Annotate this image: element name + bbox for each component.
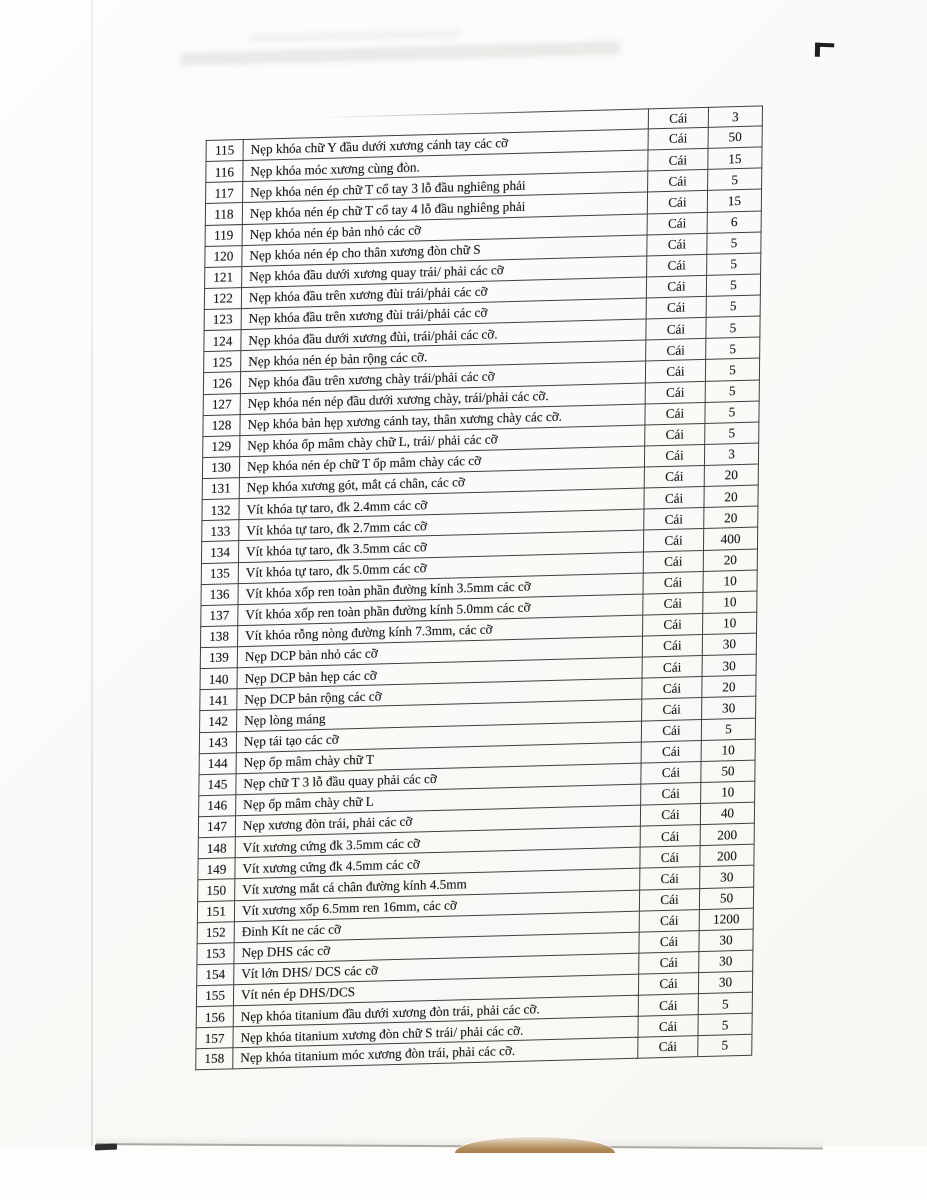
quantity-cell: 30 [698,971,753,994]
description-cell: Nẹp khóa móc xương cùng đòn. [242,150,647,182]
quantity-cell: 5 [701,717,756,740]
quantity-cell: 50 [700,759,755,782]
description-cell: Vít khóa xốp ren toàn phần đường kính 3.5mm các cỡ [238,572,643,604]
quantity-cell: 5 [706,294,761,317]
description-cell: Nẹp khóa titanium xương đòn chữ S trái/ phải các cỡ. [232,1016,637,1048]
unit-cell: Cái [641,676,701,699]
unit-cell: Cái [646,254,706,277]
unit-cell: Cái [646,296,706,319]
description-cell: Nẹp khóa nén ép bản rộng các cỡ. [240,340,645,372]
unit-cell: Cái [640,761,700,784]
unit-cell: Cái [641,740,701,763]
unit-cell: Cái [643,486,703,509]
unit-cell: Cái [648,107,708,129]
row-number-cell: 156 [196,1005,233,1027]
unit-cell: Cái [639,888,699,911]
quantity-cell: 20 [703,485,758,508]
quantity-cell: 30 [699,865,754,888]
quantity-cell: 200 [699,844,754,867]
description-cell: Vít khóa rỗng nòng đường kính 7.3mm, các cỡ [237,614,642,646]
row-number-cell: 122 [204,287,241,309]
quantity-cell: 5 [705,337,760,360]
quantity-cell: 5 [704,421,759,444]
quantity-cell: 5 [705,358,760,381]
unit-cell: Cái [645,380,705,403]
quantity-cell: 10 [701,738,756,761]
row-number-cell: 155 [196,984,233,1006]
description-cell: Nẹp DCP bản rộng các cỡ [236,678,641,710]
row-number-cell: 153 [196,942,233,964]
unit-cell: Cái [643,571,703,594]
quantity-cell: 5 [697,1034,752,1057]
unit-cell: Cái [641,719,701,742]
description-cell: Nẹp khóa nén ép chữ T cổ tay 3 lỗ đầu nghiêng phải [242,171,647,203]
quantity-cell: 40 [700,802,755,825]
quantity-cell: 5 [706,273,761,296]
unit-cell: Cái [645,359,705,382]
description-cell: Nẹp khóa xương gót, mắt cá chân, các cỡ [239,467,644,499]
description-cell: Nẹp lòng máng [236,699,641,731]
row-number-cell: 154 [196,963,233,985]
description-cell: Vít xương cứng đk 4.5mm các cỡ [234,847,639,879]
row-number-cell: 151 [197,900,234,922]
unit-cell: Cái [645,338,705,361]
row-number-cell: 148 [198,836,235,858]
unit-cell: Cái [640,824,700,847]
unit-cell: Cái [639,866,699,889]
row-number-cell: 128 [202,414,239,436]
quantity-cell: 200 [700,823,755,846]
paper-below-edge [0,1146,927,1200]
quantity-cell: 3 [708,105,763,126]
row-number-cell: 136 [201,583,238,605]
row-number-cell: 132 [201,498,238,520]
unit-cell: Cái [643,528,703,551]
quantity-cell: 15 [707,189,762,212]
description-cell: Vít khóa tự taro, đk 5.0mm các cỡ [238,551,643,583]
row-number-cell: 120 [204,245,241,267]
description-cell: Nẹp khóa đầu dưới xương quay trái/ phải các cỡ [241,255,646,287]
row-number-cell: 121 [204,266,241,288]
description-cell: Nẹp khóa titanium đầu dưới xương đòn trái, phải các cỡ. [233,995,638,1027]
description-cell: Nẹp khóa ốp mâm chày chữ L, trái/ phải các cỡ [239,424,644,456]
ink-dash-mark [95,1144,117,1151]
description-cell: Nẹp ốp mâm chày chữ T [236,741,641,773]
bleedthrough-smudge [180,41,620,66]
unit-cell: Cái [648,127,708,150]
unit-cell: Cái [640,803,700,826]
quantity-cell: 50 [699,886,754,909]
quantity-cell: 1200 [699,907,754,930]
unit-cell: Cái [646,275,706,298]
row-number-cell: 141 [199,688,236,710]
row-number-cell: 127 [203,393,240,415]
row-number-cell: 133 [201,519,238,541]
quantity-cell: 5 [704,400,759,423]
quantity-cell: 20 [703,548,758,571]
quantity-cell: 30 [698,928,753,951]
row-number-cell: 135 [201,562,238,584]
unit-cell: Cái [638,930,698,953]
description-cell: Nẹp ốp mâm chày chữ L [235,784,640,816]
unit-cell: Cái [646,233,706,256]
description-cell: Nẹp khóa chữ Y đầu dưới xương cánh tay các cỡ [243,128,648,160]
quantity-cell: 400 [703,527,758,550]
description-cell: Nẹp tái tạo các cỡ [236,720,641,752]
description-cell: Nẹp khóa nén ép cho thân xương đòn chữ S [241,234,646,266]
row-number-cell: 144 [199,752,236,774]
row-number-cell: 129 [202,435,239,457]
row-number-cell: 115 [206,139,243,161]
row-number-cell: 126 [203,371,240,393]
description-cell: Vít khóa tự taro, đk 2.7mm các cỡ [238,509,643,541]
quantity-cell: 10 [702,611,757,634]
description-cell: Nẹp khóa đầu trên xương chày trái/phải các cỡ [240,361,645,393]
unit-cell: Cái [639,845,699,868]
description-cell: Nẹp khóa đầu trên xương đùi trái/phải các cỡ [241,297,646,329]
row-number-cell: 142 [199,710,236,732]
description-cell: Vít khóa tự taro, đk 2.4mm các cỡ [238,488,643,520]
description-cell: Nẹp khóa bản hẹp xương cánh tay, thân xương chày các cỡ. [239,403,644,435]
description-cell: Nẹp DCP bản nhỏ các cỡ [237,636,642,668]
row-number-cell: 124 [203,329,240,351]
quantity-cell: 30 [698,950,753,973]
row-number-cell: 139 [200,646,237,668]
description-cell: Vít xương xốp 6.5mm ren 16mm, các cỡ [234,889,639,921]
quantity-cell: 20 [703,506,758,529]
quantity-cell: 3 [704,442,759,465]
description-cell: Vít lớn DHS/ DCS các cỡ [233,953,638,985]
unit-cell: Cái [647,148,707,171]
quantity-cell: 15 [707,147,762,170]
unit-cell: Cái [642,592,702,615]
description-cell: Nẹp khóa đầu dưới xương đùi, trái/phải các cỡ. [240,319,645,351]
unit-cell: Cái [637,1014,697,1037]
unit-cell: Cái [643,549,703,572]
quantity-cell: 5 [706,231,761,254]
row-number-cell: 134 [201,541,238,563]
quantity-cell: 5 [698,992,753,1015]
quantity-cell: 5 [697,1013,752,1036]
quantity-cell: 10 [700,780,755,803]
row-number-cell: 157 [195,1027,232,1049]
description-cell: Nẹp khóa đầu trên xương đùi trái/phải các cỡ [241,276,646,308]
description-cell: Vít khóa xốp ren toàn phần đường kính 5.0mm các cỡ [237,593,642,625]
unit-cell: Cái [639,909,699,932]
row-number-cell: 146 [198,794,235,816]
row-number-cell: 131 [202,477,239,499]
row-number-cell [206,119,243,140]
unit-cell: Cái [647,190,707,213]
row-number-cell: 125 [203,350,240,372]
quantity-cell: 20 [704,464,759,487]
row-number-cell: 143 [199,731,236,753]
description-cell: Vít khóa tự taro, đk 3.5mm các cỡ [238,530,643,562]
description-cell: Nẹp khóa nén nép đầu dưới xương chày, trái/phải các cỡ. [240,382,645,414]
quantity-cell: 10 [703,569,758,592]
description-cell: Nẹp DCP bản hẹp các cỡ [237,657,642,689]
description-cell: Nẹp khóa nén ép chữ T ốp mâm chày các cỡ [239,445,644,477]
quantity-cell: 5 [705,316,760,339]
unit-cell: Cái [647,211,707,234]
paper-left-edge [91,0,93,1146]
description-cell: Nẹp khóa nén ép chữ T cổ tay 4 lỗ đầu nghiêng phải [242,192,647,224]
description-cell: Nẹp khóa titanium móc xương đòn trái, phải các cỡ. [232,1037,637,1069]
description-cell: Vít xương cứng đk 3.5mm các cỡ [235,826,640,858]
unit-cell: Cái [640,782,700,805]
row-number-cell: 137 [200,604,237,626]
row-number-cell: 140 [200,667,237,689]
row-number-cell: 145 [198,773,235,795]
unit-cell: Cái [644,402,704,425]
unit-cell: Cái [638,951,698,974]
supplies-table [195,105,763,1069]
description-cell: Nẹp DHS các cỡ [233,931,638,963]
quantity-cell: 20 [701,675,756,698]
unit-cell: Cái [647,169,707,192]
unit-cell: Cái [641,697,701,720]
unit-cell: Cái [644,423,704,446]
unit-cell: Cái [638,993,698,1016]
row-number-cell: 150 [197,879,234,901]
unit-cell: Cái [638,972,698,995]
bleedthrough-smudge [250,29,460,42]
row-number-cell: 158 [195,1048,232,1070]
quantity-cell: 10 [702,590,757,613]
unit-cell: Cái [644,444,704,467]
row-number-cell: 116 [205,160,242,182]
unit-cell: Cái [642,655,702,678]
description-cell: Vít nén ép DHS/DCS [233,974,638,1006]
unit-cell: Cái [642,613,702,636]
scan-corner-mark [815,43,834,58]
description-cell: Nẹp xương đòn trái, phải các cỡ [235,805,640,837]
row-number-cell: 130 [202,456,239,478]
row-number-cell: 123 [204,308,241,330]
unit-cell: Cái [644,465,704,488]
unit-cell: Cái [643,507,703,530]
row-number-cell: 138 [200,625,237,647]
row-number-cell: 117 [205,181,242,203]
description-cell: Đinh Kít ne các cỡ [234,910,639,942]
row-number-cell: 149 [197,858,234,880]
row-number-cell: 147 [198,815,235,837]
unit-cell: Cái [642,634,702,657]
unit-cell: Cái [637,1036,697,1059]
quantity-cell: 30 [702,654,757,677]
row-number-cell: 119 [205,224,242,246]
description-cell: Vít xương mắt cá chân đường kính 4.5mm [234,868,639,900]
quantity-cell: 5 [707,168,762,191]
quantity-cell: 30 [702,633,757,656]
quantity-cell: 30 [701,696,756,719]
quantity-cell: 5 [706,252,761,275]
quantity-cell: 6 [707,210,762,233]
quantity-cell: 5 [705,379,760,402]
quantity-cell: 50 [708,125,763,148]
row-number-cell: 152 [197,921,234,943]
unit-cell: Cái [645,317,705,340]
description-cell: Nẹp khóa nén ép bản nhỏ các cỡ [242,213,647,245]
description-cell: Nẹp chữ T 3 lỗ đầu quay phải các cỡ [235,762,640,794]
row-number-cell: 118 [205,202,242,224]
